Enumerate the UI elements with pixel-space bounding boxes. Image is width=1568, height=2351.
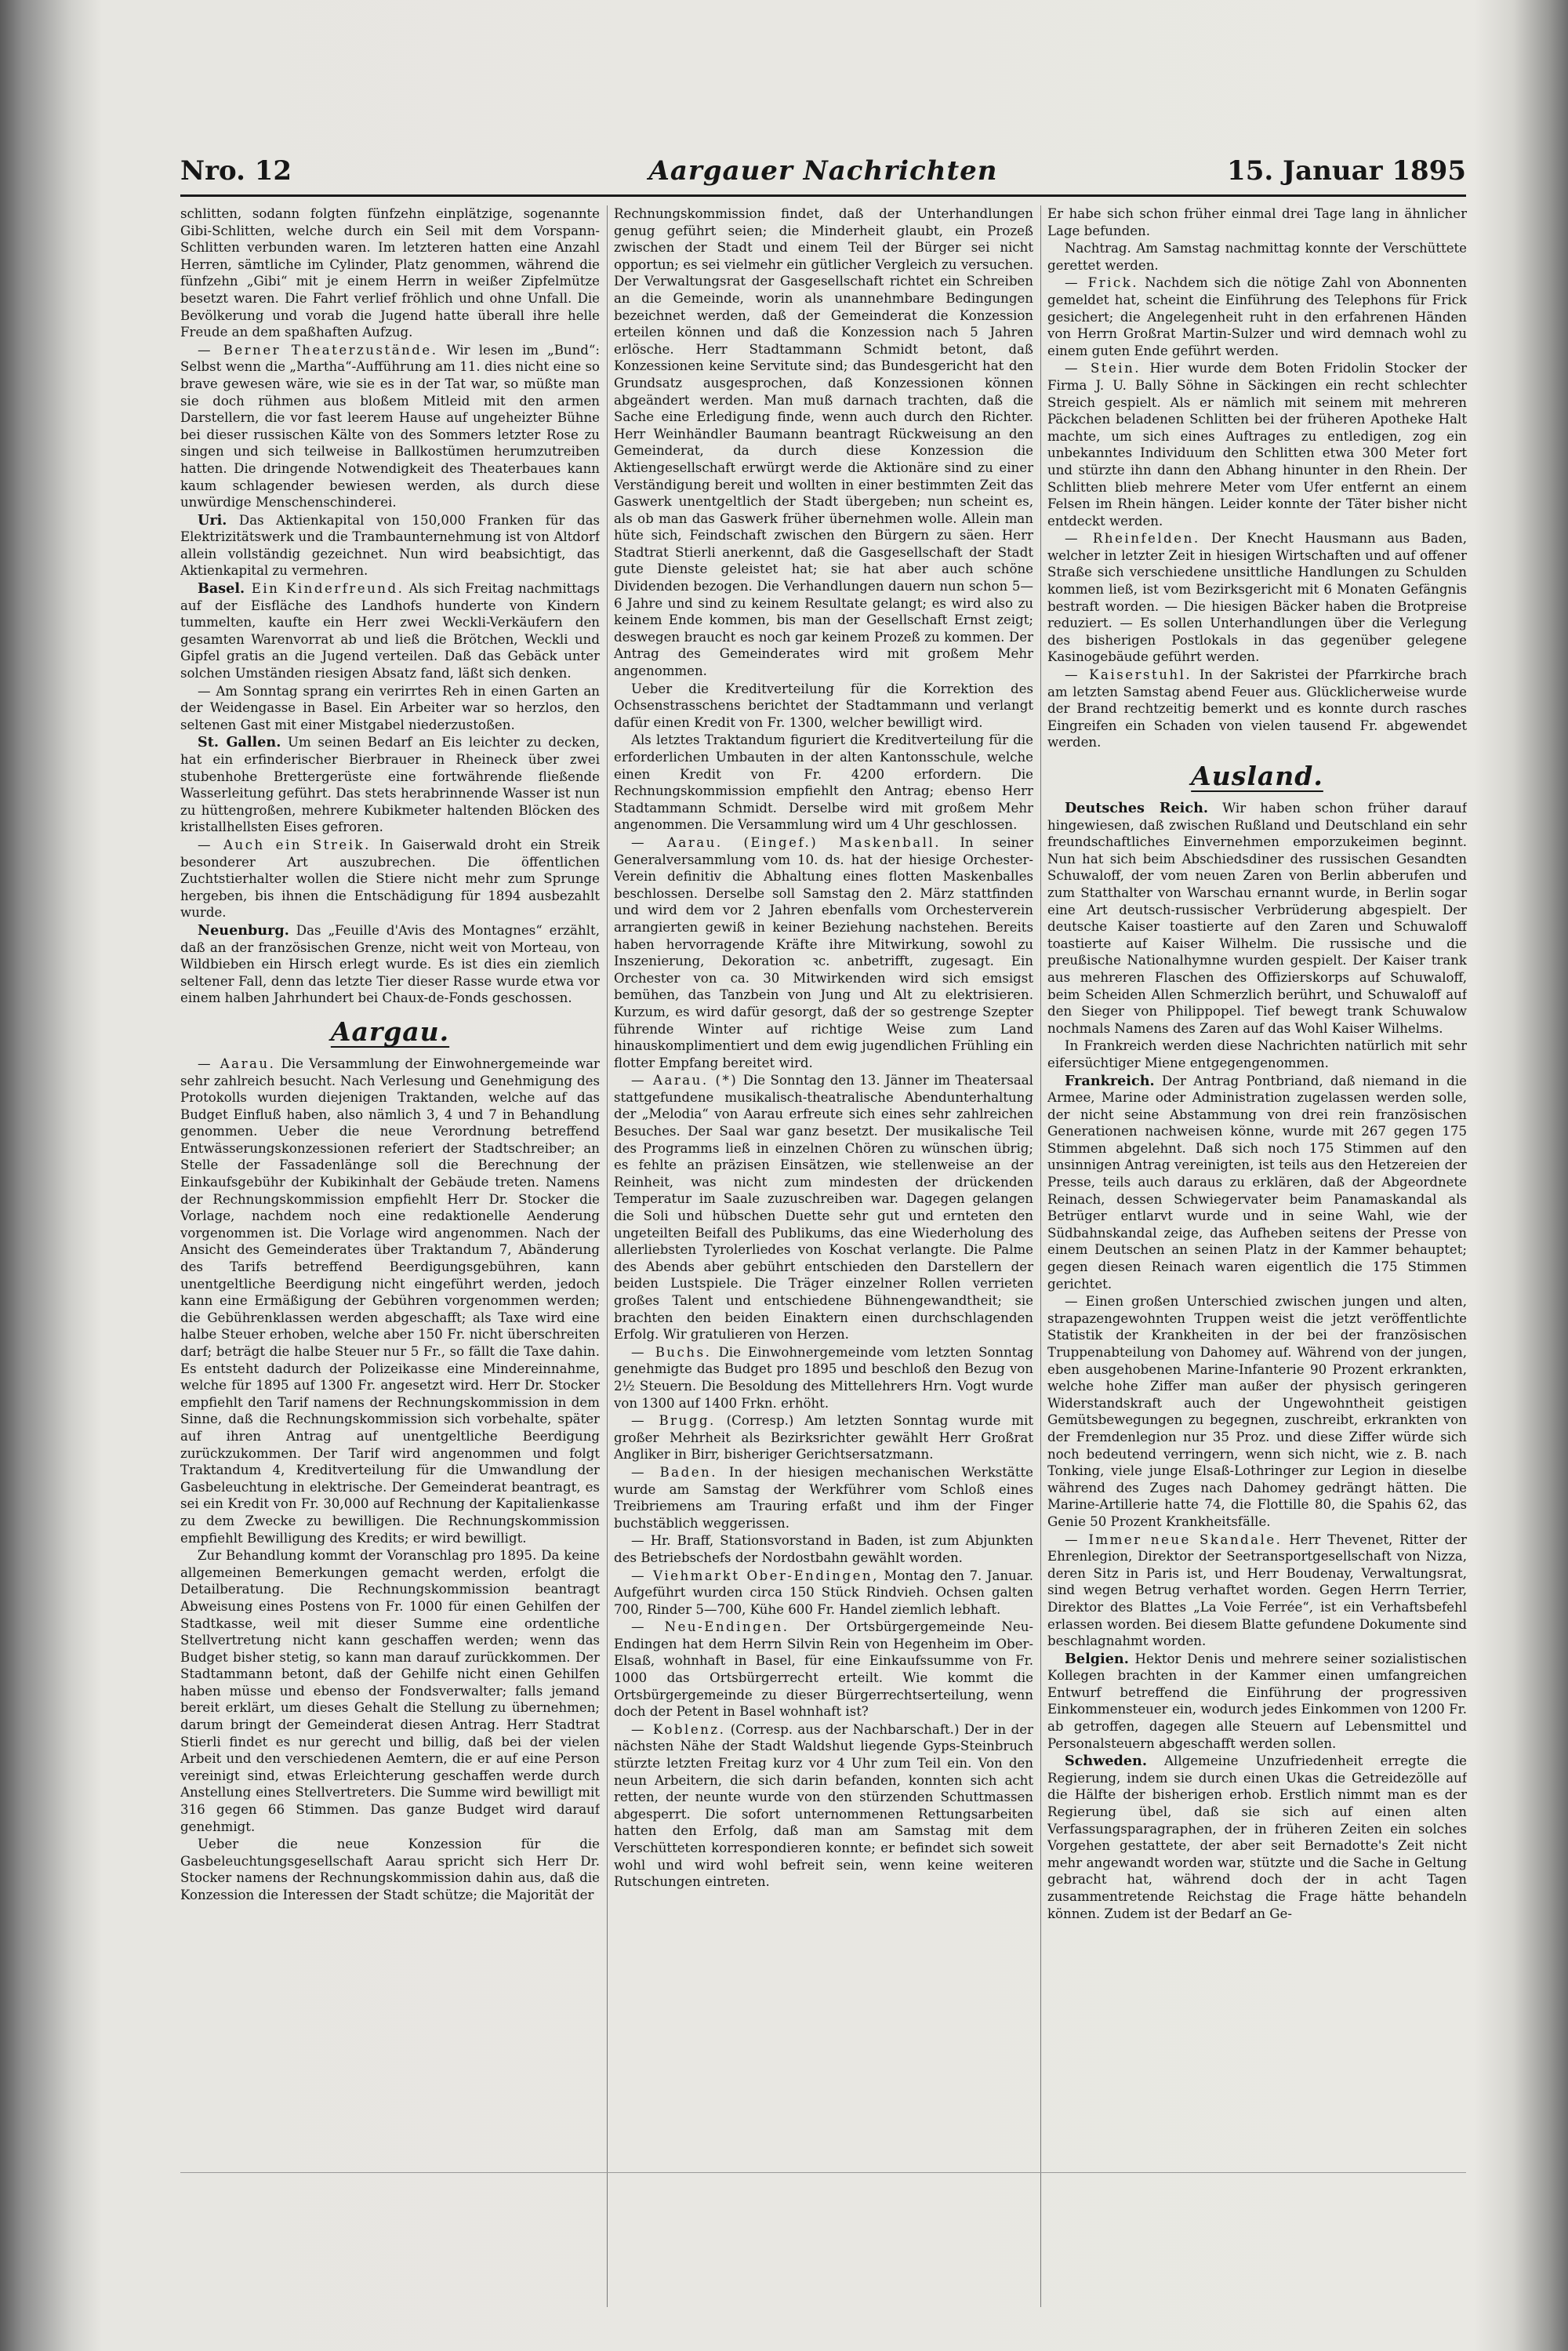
column-divider-1 <box>607 205 608 2307</box>
article-paragraph <box>1047 800 1467 1037</box>
article-place: Belgien. <box>1065 1650 1129 1667</box>
article-text: In der Sakristei der Pfarrkirche brach am letzten Samstag abend Feuer aus. Glücklicherweise wurde der Brand rechtzeitig bemerkt und es konnte durch rasches Eingreifen ein Schaden von vielen tausend Fr. abgewendet werden. <box>1047 667 1467 750</box>
article-paragraph: Ueber die Kreditverteilung für die Korrektion des Ochsenstrasschens berichtet der Stadtammann und verlangt dafür einen Kredit von Fr. 1300, welcher bewilligt wird. <box>614 681 1033 730</box>
article-paragraph: Rechnungskommission findet, daß der Unterhandlungen genug geführt seien; die Minderheit glaubt, ein Prozeß zwischen der Stadt und einem Teil der Bürger sei nicht opportun; es sei vielmehr ein gütlicher Vergleich zu versuchen. Der Verwaltungsrat der Gasgesellschaft richtet ein Schreiben an die Gemeinde, worin als unannehmbare Bedingungen bezeichnet werden, daß der Gemeinderat die Konzession erteilen können und daß die Konzession nach 5 Jahren erlösche. Herr Stadtammann Schmidt betont, daß Konzessionen keine Servitute sind; das Bundesgericht hat den Grundsatz ausgesprochen, daß Konzessionen können abgeändert werden. Man muß darnach trachten, daß die Sache eine Erledigung finde, wenn auch durch den Richter. Herr Weinhändler Baumann beantragt Rückweisung an den Gemeinderat, da durch diese Konzession die Aktiengesellschaft erwürgt werde die Aktionäre sind zu einer Verständigung bereit und wollten in einer bestimmten Zeit das Gaswerk unentgeltlich der Stadt übergeben; nun scheint es, als ob man das Gaswerk früher übernehmen wolle. Allein man hüte sich, Feindschaft zwischen den Bürgern zu säen. Herr Stadtrat Stierli anerkennt, daß die Gasgesellschaft der Stadt gute Dienste geleistet hat; sie hat aber auch schöne Dividenden bezogen. Die Verhandlungen dauern nun schon 5—6 Jahre und sind zu keinem Resultate gelangt; es wird also zu keinem Ende kommen, bis man der Gesellschaft Ernst zeigt; deswegen braucht es noch gar keinem Prozeß zu kommen. Der Antrag des Gemeinderates wird mit großem Mehr angenommen. <box>614 206 1033 679</box>
column-divider-2 <box>1040 205 1041 2307</box>
article-text: Die Einwohnergemeinde vom letzten Sonntag genehmigte das Budget pro 1895 und beschloß den Bezug von 2½ Steuern. Die Besoldung des Mittellehrers Hrn. Vogt wurde von 1300 auf 1400 Frkn. erhöht. <box>614 1344 1033 1411</box>
article-text: Der Antrag Pontbriand, daß niemand in die Armee, Marine oder Administration zugelassen werden solle, der nicht seine Abstammung von drei rein französischen Generationen nachweisen könne, wurde mit 267 gegen 175 Stimmen abgelehnt. Daß sich noch 175 Stimmen auf den unsinnigen Antrag vereinigten, ist teils aus den Hetzereien der Presse, teils auch daraus zu erklären, daß der Abgeordnete Reinach, dessen Schwiegervater beim Panamaskandal als Betrüger entlarvt wurde und in seine Wahl, wie der Südbahnskandal zeige, das Aufheben seitens der Presse von einem Deutschen an seinen Platz in der Kammer behauptet; gegen diesen Reinach waren eigentlich die 175 Stimmen gerichtet. <box>1047 1073 1467 1292</box>
article-text: Montag den 7. Januar. Aufgeführt wurden circa 150 Stück Rindvieh. Ochsen galten 700, Rinder 5—700, Kühe 600 Fr. Handel ziemlich lebhaft. <box>614 1568 1033 1617</box>
article-text: Allgemeine Unzufriedenheit erregte die Regierung, indem sie durch einen Ukas die Getreidezölle auf die Hälfte der bisherigen erhob. Erstlich nimmt man es der Regierung übel, daß sie sich auf einen alten Verfassungsparagraphen, der in früheren Zeiten ein solches Vorgehen gestattete, der aber seit Bernadotte's Zeit nicht mehr angewandt worden war, stützte und die Sache in Geltung gebracht hat, während doch der in acht Tagen zusammentretende Reichstag die Frage hätte behandeln können. Zudem ist der Bedarf an Ge- <box>1047 1753 1467 1921</box>
article-paragraph <box>614 1412 1033 1463</box>
article-keyword: — Frick. <box>1065 275 1139 291</box>
article-paragraph <box>180 580 600 682</box>
article-text: Hektor Denis und mehrere seiner sozialistischen Kollegen brachten in der Kammer einen umfangreichen Entwurf betreffend die Einführung der progressiven Einkommensteuer ein, wodurch jedes Einkommen von 1200 Fr. ab getroffen, dagegen alle Steuern auf Lebensmittel und Personalsteuern abgeschafft werden sollen. <box>1047 1651 1467 1751</box>
article-place: St. Gallen. <box>198 734 281 751</box>
article-keyword: — Aarau. (*) <box>631 1073 739 1088</box>
article-paragraph: Er habe sich schon früher einmal drei Tage lang in ähnlicher Lage befunden. <box>1047 206 1467 238</box>
article-text: Als sich Freitag nachmittags auf der Eisfläche des Landhofs hunderte von Kindern tummelten, kaufte ein Herr zwei Weckli-Verkäufern den gesamten Warenvorrat ab und ließ die Brötchen, Weckli und Gipfel gratis an die Jugend verteilen. Daß das Gebäck unter solchen Umständen riesigen Absatz fand, läßt sich denken. <box>180 581 600 681</box>
article-paragraph <box>1047 530 1467 666</box>
article-keyword: — Aarau. <box>198 1056 276 1071</box>
article-paragraph <box>614 1568 1033 1619</box>
article-paragraph: — Einen großen Unterschied zwischen jungen und alten, strapazengewohnten Truppen weist die jetzt veröffentlichte Statistik der Krankheiten in der bei der französischen Truppenabteilung von Dahomey auf. Während von der jungen, eben ausgehobenen Marine-Infanterie 90 Prozent erkrankten, welche hohe Ziffer man außer der physisch geringeren Widerstandskraft auch der Ungewohntheit geistigen Gemütsbewegungen zu begegnen, zuschreibt, erkrankten von der Fremdenlegion nur 35 Proz. und diese Ziffer würde sich noch bedeutend verringern, wenn sich nicht, wie z. B. nach Tonking, viele junge Elsaß-Lothringer zur Legion in dieselbe während des Zuges nach Dahomey gedrängt hätten. Die Marine-Artillerie hatte 74, die Flottille 80, die Spahis 62, das Genie 50 Prozent Krankheitsfälle. <box>1047 1294 1467 1529</box>
article-text: Das „Feuille d'Avis des Montagnes“ erzählt, daß an der französischen Grenze, nicht weit von Morteau, von Wildbieben ein Hirsch erlegt wurde. Es ist dies ein ziemlich seltener Fall, denn das letzte Tier dieser Rasse wurde etwa vor einem halben Jahrhundert bei Chaux-de-Fonds geschossen. <box>180 922 600 1006</box>
article-text: Die Sonntag den 13. Jänner im Theatersaal stattgefundene musikalisch-theatralische Abendunterhaltung der „Melodia“ von Aarau erfreute sich eines sehr zahlreichen Besuches. Der Saal war ganz besetzt. Der musikalische Teil des Programms ließ in einzelnen Chören zu wünschen übrig; es fehlte an präzisen Einsätzen, wie stellenweise an der Reinheit, was nicht zum mindesten der drückenden Temperatur im Saale zuzuschreiben war. Dagegen gelangen die Soli und hübschen Duette sehr gut und ernteten den ungeteilten Beifall des Publikums, das eine Wiederholung des allerliebsten Tyrolerliedes von Koschat verlangte. Die Palme des Abends aber gebührt entschieden den Darstellern der beiden Lustspiele. Die Träger einzelner Rollen verrieten großes Talent und entschiedene Bühnengewandtheit; sie brachten den beiden Einaktern einen durchschlagenden Erfolg. Wir gratulieren von Herzen. <box>614 1073 1033 1343</box>
section-heading-ausland: Ausland. <box>1191 761 1323 791</box>
article-paragraph <box>180 512 600 580</box>
article-text: In der hiesigen mechanischen Werkstätte wurde am Samstag der Werkführer vom Schloß eines Treibriemens am Trauring erfaßt und ihm der Finger buchstäblich weggerissen. <box>614 1464 1033 1531</box>
article-text: In Gaiserwald droht ein Streik besonderer Art auszubrechen. Die öffentlichen Zuchtstierhalter wollen die Stiere nicht mehr zum Sprunge hergeben, bis ihnen die Entschädigung für 1894 ausbezahlt wurde. <box>180 837 600 921</box>
article-keyword: — Brugg. <box>631 1413 716 1429</box>
article-paragraph <box>1047 1753 1467 1922</box>
article-paragraph <box>180 1056 600 1546</box>
article-place: Basel. <box>198 580 245 598</box>
article-keyword: — Auch ein Streik. <box>198 837 371 852</box>
page-bottom-edge <box>180 2172 1466 2173</box>
article-paragraph <box>614 1619 1033 1721</box>
article-text: (Corresp. aus der Nachbarschaft.) Der in der nächsten Nähe der Stadt Waldshut liegende Gyps-Steinbruch stürzte letzten Freitag kurz vor 4 Uhr zum Teil ein. Von den neun Arbeitern, die sich darin befanden, konnten sich acht retten, der neunte wurde von den stürzenden Schuttmassen abgesperrt. Die sofort unternommenen Rettungsarbeiten hatten den Erfolg, daß man am Samstag mit dem Verschütteten korrespondieren konnte; er befindet sich soweit wohl und wird wohl befreit sein, wenn keine weiteren Rutschungen eintreten. <box>614 1721 1033 1890</box>
article-paragraph <box>180 837 600 921</box>
section-heading-aargau: Aargau. <box>330 1016 450 1047</box>
article-paragraph <box>1047 360 1467 529</box>
article-keyword: — Aarau. (Eingef.) Maskenball. <box>631 834 941 850</box>
issue-number: Nro. 12 <box>180 155 292 187</box>
article-paragraph: Ueber die neue Konzession für die Gasbeleuchtungsgesellschaft Aarau spricht sich Herr Dr. Stocker namens der Rechnungskommission dahin aus, daß die Konzession die Interessen der Stadt schütze; die Majorität der <box>180 1837 600 1902</box>
article-keyword: — Baden. <box>631 1464 717 1480</box>
article-paragraph <box>1047 667 1467 751</box>
header-rule <box>180 194 1466 197</box>
article-text: Um seinen Bedarf an Eis leichter zu decken, hat ein erfinderischer Bierbrauer in Rheineck über zwei stubenhohe Brettergerüste eine fortwährende fließende Wasserleitung geführt. Das stets herabrinnende Wasser ist nun zu hüttengroßen, mehrere Kubikmeter haltenden Blöcken des kristallhellsten Eises gefroren. <box>180 735 600 835</box>
newspaper-page <box>180 149 1466 2313</box>
article-paragraph <box>180 342 600 511</box>
article-text: Nachdem sich die nötige Zahl von Abonnenten gemeldet hat, scheint die Einführung des Telephons für Frick gesichert; die Angelegenheit ruht in den erfahrenen Händen von Herrn Großrat Martin-Sulzer und wird demnach wohl zu einem guten Ende geführt werden. <box>1047 275 1467 358</box>
article-paragraph: — Am Sonntag sprang ein verirrtes Reh in einen Garten an der Weidengasse in Basel. Ein Arbeiter war so herzlos, den seltenen Gast mit einer Mistgabel niederzustoßen. <box>180 683 600 732</box>
article-paragraph: — Hr. Braff, Stationsvorstand in Baden, ist zum Abjunkten des Betriebschefs der Nordostbahn gewählt worden. <box>614 1533 1033 1565</box>
newspaper-title: Aargauer Nachrichten <box>648 155 998 187</box>
article-text: (Corresp.) Am letzten Sonntag wurde mit großer Mehrheit als Bezirksrichter gewählt Herr Großrat Angliker in Birr, bisheriger Gerichtsersatzmann. <box>614 1413 1033 1463</box>
article-paragraph <box>614 834 1033 1071</box>
article-paragraph <box>180 734 600 836</box>
article-paragraph <box>180 922 600 1007</box>
article-text: Wir lesen im „Bund“: Selbst wenn die „Martha“-Aufführung am 11. dies nicht eine so brave gewesen wäre, wie sie es in der Tat war, so müßte man sie doch rühmen aus bloßem Mitleid mit den armen Darstellern, die vor fast leerem Hause auf ungeheizter Bühne bei dieser russischen Kälte von des Sommers letzter Rose zu singen und sich teilweise in Ballkostümen herumzutreiben hatten. Die dringende Notwendigkeit des Theaterbaues kann kaum schlagender bewiesen werden, als durch diese unwürdige Menschenschinderei. <box>180 342 600 511</box>
article-text: Wir haben schon früher darauf hingewiesen, daß zwischen Rußland und Deutschland ein sehr freundschaftliches Einvernehmen emporzukeimen beginnt. Nun hat sich beim Abschiedsdiner des russischen Gesandten Schuwaloff, der vom neuen Zaren von Berlin abberufen und zum Statthalter von Warschau ernannt wurde, in Berlin sogar eine Art deutsch-russischer Verbrüderung abgespielt. Der deutsche Kaiser toastierte auf den Zaren und Schuwaloff toastierte auf Kaiser Wilhelm. Die russische und die preußische Nationalhymne wurden gespielt. Der Kaiser trank aus mehreren Flaschen des Offizierskorps auf Schuwaloff, beim Scheiden Allen Schmerzlich berührt, und Schuwaloff auf den Sieger von Philippopel. Tief bewegt trank Schuwalow nochmals Namens des Zaren auf das Wohl Kaiser Wilhelms. <box>1047 801 1467 1036</box>
page-header <box>180 149 1466 196</box>
article-keyword: — Neu-Endingen. <box>631 1619 789 1635</box>
article-paragraph <box>1047 1532 1467 1650</box>
issue-date: 15. Januar 1895 <box>1227 155 1466 187</box>
article-paragraph: In Frankreich werden diese Nachrichten natürlich mit sehr eifersüchtiger Miene entgegengenommen. <box>1047 1038 1467 1070</box>
article-keyword: — Stein. <box>1065 361 1142 376</box>
article-text: Der Ortsbürgergemeinde Neu-Endingen hat dem Herrn Silvin Rein von Hegenheim im Ober-Elsaß, wohnhaft in Basel, für eine Einkaufssumme von Fr. 1000 das Ortsbürgerrecht erteilt. Wie kommt die Ortsbürgergemeinde zu dieser Bürgerrechtserteilung, wenn doch der Petent in Basel wohnhaft ist? <box>614 1619 1033 1720</box>
article-paragraph <box>1047 1651 1467 1753</box>
article-text: Herr Thevenet, Ritter der Ehrenlegion, Direktor der Seetransportgesellschaft von Nizza, deren Sitz in Paris ist, und Herr Boudenay, Verwaltungsrat, sind wegen Betrug verhaftet worden. Gegen Herrn Terrier, Direktor des Blattes „La Voie Ferrée“, ist ein Verhaftsbefehl erlassen worden. Bei diesem Blatte gefundene Dokumente sind beschlagnahmt worden. <box>1047 1532 1467 1649</box>
article-keyword: Ein Kinderfreund. <box>245 581 405 597</box>
article-keyword: — Buchs. <box>631 1344 712 1360</box>
article-keyword: — Immer neue Skandale. <box>1065 1532 1283 1547</box>
article-keyword: — Rheinfelden. <box>1065 531 1200 547</box>
article-text: Das Aktienkapital von 150,000 Franken für das Elektrizitätswerk und die Trambaunternehmung ist von Altdorf allein vollständig gezeichnet. Nun wird beabsichtigt, das Aktienkapital zu vermehren. <box>180 512 600 579</box>
column-1 <box>180 205 600 2307</box>
article-text: Hier wurde dem Boten Fridolin Stocker der Firma J. U. Bally Söhne in Säckingen ein recht schlechter Streich gespielt. Als er nämlich mit seinem mit mehreren Päckchen beladenen Schlitten bei der früheren Apotheke Halt machte, um sich eines Auftrages zu entledigen, zog ein unbekanntes Individuum den Schlitten etwa 300 Meter fort und stürzte ihn dann den Abhang hinunter in den Rhein. Der Schlitten blieb mehrere Meter vom Ufer entfernt an einem Felsen im Rhein hängen. Leider konnte der Täter bisher nicht entdeckt werden. <box>1047 361 1467 529</box>
article-place: Schweden. <box>1065 1753 1147 1770</box>
article-place: Deutsches Reich. <box>1065 800 1208 816</box>
article-paragraph: Nachtrag. Am Samstag nachmittag konnte der Verschüttete gerettet werden. <box>1047 241 1467 273</box>
article-paragraph <box>614 1721 1033 1891</box>
article-place: Neuenburg. <box>198 921 289 939</box>
article-place: Uri. <box>198 511 227 529</box>
article-paragraph <box>614 1464 1033 1532</box>
article-paragraph: schlitten, sodann folgten fünfzehn einplätzige, sogenannte Gibi-Schlitten, welche durch ein Seil mit dem Vorspann-Schlitten verbunden waren. Im letzteren hatten eine Anzahl Herren, sämtliche im Cylinder, Platz genommen, während die fünfzehn „Gibi“ mit je einem Herrn in weißer Zipfelmütze besetzt waren. Die Fahrt verlief fröhlich und ohne Unfall. Die Bevölkerung und vorab die Jugend hatte überall ihre helle Freude an dem spaßhaften Aufzug. <box>180 206 600 340</box>
article-paragraph: Zur Behandlung kommt der Voranschlag pro 1895. Da keine allgemeinen Bemerkungen gemacht werden, erfolgt die Detailberatung. Die Rechnungskommission beantragt Abweisung eines Postens von Fr. 1000 für einen Gehilfen der Stadtkasse, weil mit dieser Summe eine ordentliche Stellvertretung nicht kann geschaffen werden; wenn das Budget bisher stetig, so kann man darauf zurückkommen. Der Stadtammann betont, daß der Gehilfe nicht einen Gehilfen haben müsse und ebenso der Fondsverwalter; falls jemand bereit erklärt, um dieses Gehalt die Stellung zu übernehmen; darum bringt der Gemeinderat diesen Antrag. Herr Stadtrat Stierli findet es nur gerecht und billig, daß bei der vielen Arbeit und den verschiedenen Aemtern, die er auf eine Person vereinigt sind, etwas Erleichterung geschaffen werde durch Anstellung eines Stellvertreters. Die Summe wird bewilligt mit 316 gegen 66 Stimmen. Das ganze Budget wird darauf genehmigt. <box>180 1548 600 1834</box>
article-text: Die Versammlung der Einwohnergemeinde war sehr zahlreich besucht. Nach Verlesung und Genehmigung des Protokolls wurden diejenigen Traktanden, welche auf das Budget Einfluß haben, also nämlich 3, 4 und 7 in Behandlung genommen. Ueber die neue Verordnung betreffend Entwässerungskonzessionen referiert der Stadtschreiber; an Stelle der Fassadenlänge soll die Berechnung der Einkaufsgebühr der Kubikinhalt der Gebäude treten. Namens der Rechnungskommission empfiehlt Herr Dr. Stocker die Vorlage, nachdem noch eine redaktionelle Aenderung vorgenommen ist. Die Vorlage wird angenommen. Nach der Ansicht des Gemeinderates über Traktandum 7, Abänderung des Tarifs betreffend Beerdigungsgebühren, kann unentgeltliche Beerdigung nicht eingeführt werden, jedoch kann eine Ermäßigung der Gebühren vorgenommen werden; die Gebührenklassen werden abgeschafft; als Taxe wird eine halbe Steuer erhoben, welche aber 150 Fr. nicht überschreiten darf; beträgt die halbe Steuer nur 5 Fr., so fällt die Taxe dahin. Es entsteht dadurch der Polizeikasse eine Mindereinnahme, welche für 1895 auf 1300 Fr. angesetzt wird. Herr Dr. Stocker empfiehlt den Tarif namens der Rechnungskommission in dem Sinne, daß die Rechnungskommission sich vorbehalte, später auf ihren Antrag auf unentgeltliche Beerdigung zurückzukommen. Der Tarif wird angenommen und folgt Traktandum 4, Kreditverteilung für die Umwandlung der Gasbeleuchtung in elektrische. Der Gemeinderat beantragt, es sei ein Kredit von Fr. 30,000 auf Rechnung der Kapitalienkasse zu dem Zwecke zu bewilligen. Die Rechnungskommission empfiehlt Bewilligung des Kredits; er wird bewilligt. <box>180 1056 600 1546</box>
article-keyword: — Koblenz. <box>631 1721 726 1737</box>
article-keyword: — Viehmarkt Ober-Endingen, <box>631 1568 879 1583</box>
article-place: Frankreich. <box>1065 1072 1155 1089</box>
column-2 <box>614 205 1033 2307</box>
article-keyword: — Kaiserstuhl. <box>1065 667 1192 683</box>
article-paragraph: Als letztes Traktandum figuriert die Kreditverteilung für die erforderlichen Umbauten in der alten Kantonsschule, welche einen Kredit von Fr. 4200 erfordern. Die Rechnungskommission empfiehlt den Antrag; ebenso Herr Stadtammann Schmidt. Derselbe wird mit großem Mehr angenommen. Die Versammlung wird um 4 Uhr geschlossen. <box>614 732 1033 833</box>
article-paragraph <box>1047 1073 1467 1293</box>
article-keyword: — Berner Theaterzustände. <box>198 342 438 358</box>
article-text: Der Knecht Hausmann aus Baden, welcher in letzter Zeit in hiesigen Wirtschaften und auf offener Straße sich verschiedene unsittliche Handlungen zu Schulden kommen ließ, ist vom Bezirksgericht mit 6 Monaten Gefängnis bestraft worden. — Die hiesigen Bäcker haben die Brotpreise reduziert. — Es sollen Unterhandlungen über die Verlegung des bisherigen Postlokals in das gegenüber gelegene Kasinogebäude geführt werden. <box>1047 531 1467 665</box>
article-text: In seiner Generalversammlung vom 10. ds. hat der hiesige Orchester-Verein definitiv die Abhaltung eines flotten Maskenballes beschlossen. Derselbe soll Samstag den 2. März stattfinden und wird dem vor 2 Jahren ebenfalls vom Orchesterverein arrangierten gewiß in keiner Beziehung nachstehen. Bereits haben hervorragende Kräfte ihre Mitwirkung, sowohl zu Inszenierung, Dekoration ꝛc. anbetrifft, zugesagt. Ein Orchester von ca. 30 Mitwirkenden wird sich emsigst bemühen, das Tanzbein von Jung und Alt zu elektrisieren. Kurzum, es wird dafür gesorgt, daß der so gestrenge Szepter führende Winter auf richtige Weise zum Land hinauskomplimentiert und dem ewig jugendlichen Frühling ein flotter Empfang bereitet wird. <box>614 834 1033 1070</box>
article-paragraph <box>1047 274 1467 359</box>
article-paragraph <box>614 1072 1033 1343</box>
column-3 <box>1047 205 1467 2307</box>
article-paragraph <box>614 1344 1033 1412</box>
